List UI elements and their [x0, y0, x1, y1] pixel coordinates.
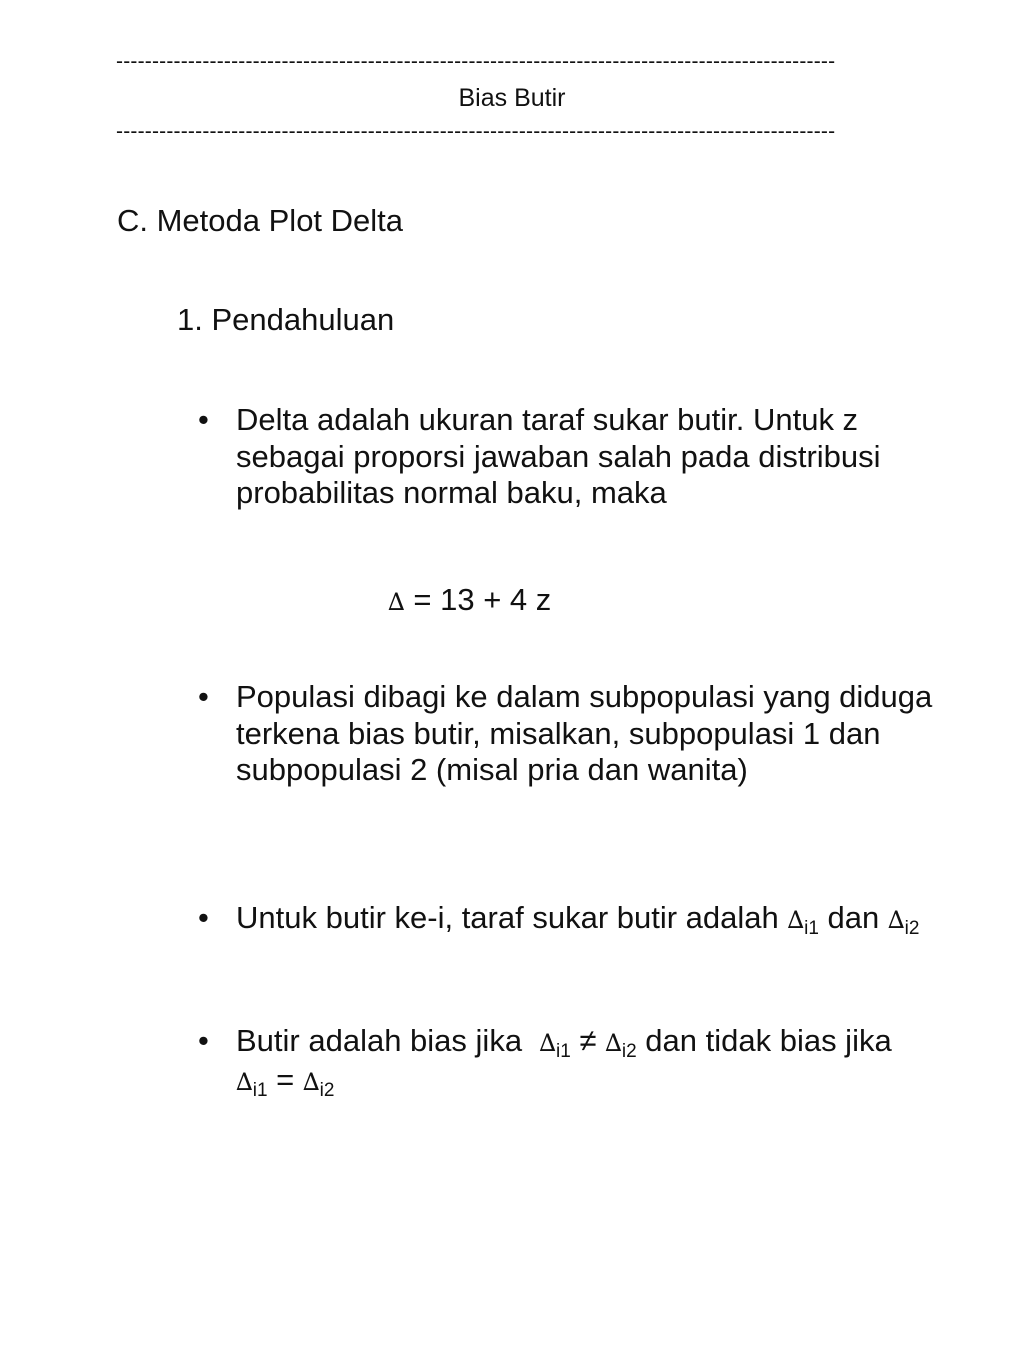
delta-i2	[887, 900, 920, 939]
delta-symbol: ∆	[787, 906, 805, 934]
delta-symbol: ∆	[388, 588, 405, 616]
bullet-text	[236, 1023, 968, 1100]
formula-expression: = 13 + 4 z	[404, 582, 552, 617]
bullet-text: Populasi dibagi ke dalam subpopulasi yang diduga terkena bias butir, misalkan, subpopulasi 1 dan subpopulasi 2 (misal pria dan wanita)	[236, 679, 933, 787]
bullet-marker: •	[198, 402, 209, 437]
header-divider-bottom: ----------------------------------------------------------------------------------------------------	[116, 120, 836, 143]
subscript: i2	[319, 1079, 335, 1101]
bullet-text: Delta adalah ukuran taraf sukar butir. Untuk z sebagai proporsi jawaban salah pada distribusi probabilitas normal baku, maka	[236, 402, 881, 510]
delta-i1-neq-delta-i2	[539, 1023, 637, 1062]
bullet-marker: •	[198, 1023, 209, 1058]
delta-symbol: ∆	[605, 1029, 622, 1057]
subscript: i1	[252, 1079, 268, 1101]
bullet-marker: •	[198, 900, 209, 935]
delta-i1-eq-delta-i2	[236, 1061, 335, 1101]
delta-i1	[787, 900, 819, 939]
delta-symbol: ∆	[236, 1067, 253, 1096]
bullet-item-bias-condition	[198, 1023, 968, 1100]
header-divider-top: ----------------------------------------------------------------------------------------------------	[116, 50, 836, 73]
page-header-title	[0, 84, 1024, 112]
bullet-text	[236, 900, 968, 939]
subscript: i2	[621, 1041, 637, 1062]
delta-symbol: ∆	[539, 1029, 557, 1057]
text-run: dan tidak bias jika	[636, 1023, 892, 1058]
equal-sign: =	[267, 1061, 303, 1097]
subscript: i2	[904, 918, 920, 939]
bullet-marker: •	[198, 679, 209, 714]
text-run: dan	[818, 900, 888, 935]
header-title-text: Bias Butir	[458, 84, 566, 112]
subscript: i1	[804, 918, 819, 939]
subscript: i1	[556, 1041, 571, 1062]
not-equal-sign: ≠	[570, 1023, 606, 1058]
bullet-item-delta-definition	[198, 402, 968, 512]
section-title: C. Metoda Plot Delta	[117, 203, 404, 238]
bullet-item-subpopulation	[198, 679, 968, 789]
delta-symbol: ∆	[302, 1067, 320, 1096]
bullet-item-item-difficulty	[198, 900, 968, 939]
text-run: Butir adalah bias jika	[236, 1023, 540, 1058]
delta-formula	[388, 582, 551, 620]
text-run: Untuk butir ke-i, taraf sukar butir adalah	[236, 900, 788, 935]
subsection-title: 1. Pendahuluan	[177, 302, 395, 337]
delta-symbol: ∆	[887, 906, 905, 934]
